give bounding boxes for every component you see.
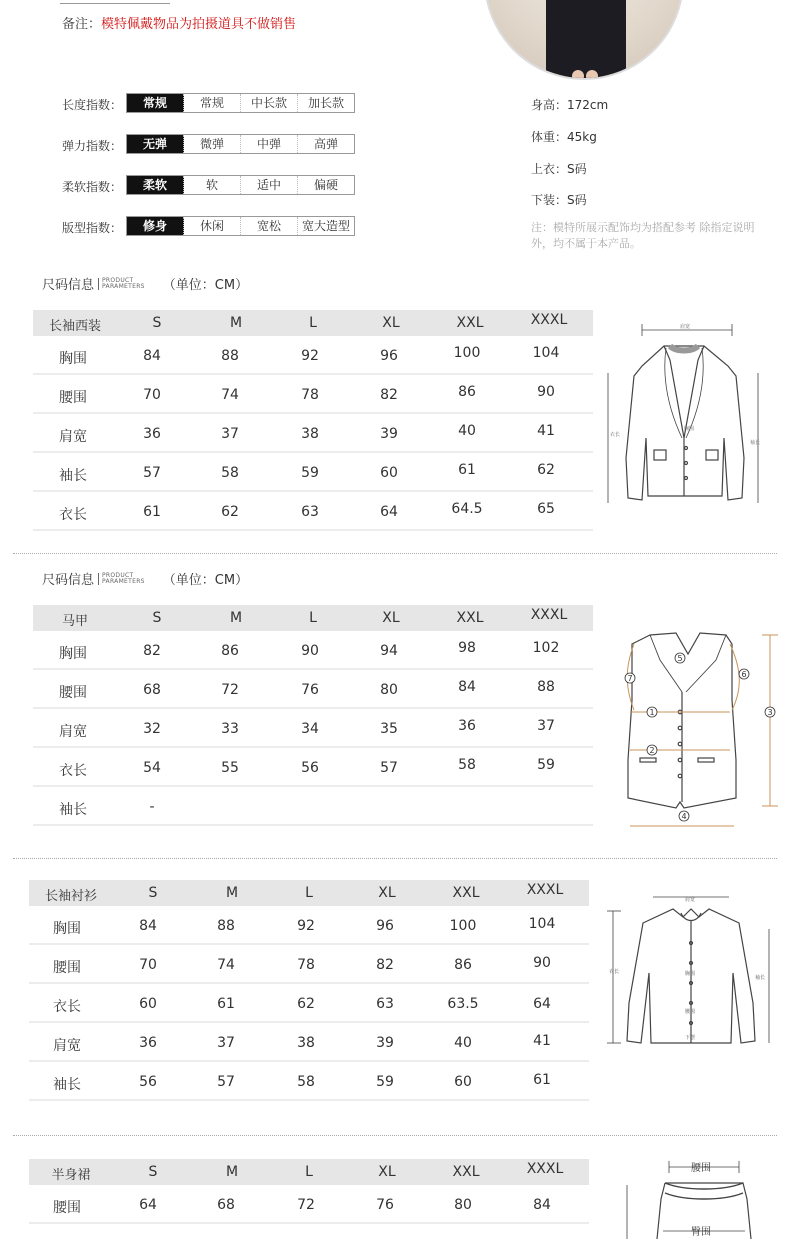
table-cell: 65 (537, 501, 555, 517)
row-label: 衣长 (59, 763, 87, 779)
length-option-4: 加长款 (307, 96, 344, 110)
shirt-size-table (29, 880, 589, 1101)
fit-option-4: 宽大造型 (301, 219, 350, 233)
model-disclaimer: 注：模特所展示配饰均为搭配参考 除指定说明外，均不属于本产品。 (531, 221, 755, 250)
table-cell: 38 (301, 426, 319, 442)
size-header: M (225, 1164, 239, 1180)
table-cell: 38 (297, 1035, 315, 1051)
diagram-label: 袖长 (750, 440, 761, 446)
fit-option-2: 休闲 (184, 217, 241, 235)
note-text: 模特佩戴物品为拍摄道具不做销售 (101, 17, 297, 32)
table-cell: 90 (301, 643, 319, 659)
table-row (33, 631, 593, 670)
size-header: XXL (452, 1164, 480, 1180)
row-label: 衣长 (53, 999, 81, 1015)
table-cell: 82 (376, 957, 394, 973)
table-cell: 90 (537, 384, 555, 400)
size-header: S (148, 1164, 158, 1180)
diagram-label: 腰围 (691, 1163, 711, 1174)
table-cell: 84 (139, 918, 157, 934)
size-header: XXL (452, 885, 480, 901)
table-row (33, 414, 593, 453)
row-label: 肩宽 (59, 429, 87, 445)
table-cell: 82 (143, 643, 161, 659)
table-cell: 32 (143, 721, 161, 737)
table-row (33, 709, 593, 748)
table-row (33, 453, 593, 492)
top-cut-line (60, 0, 170, 4)
row-label: 腰围 (59, 390, 87, 406)
table-cell: 100 (449, 918, 477, 934)
diagram-marker: 2 (649, 746, 655, 755)
size-header: M (229, 610, 243, 626)
table-cell: 84 (143, 348, 161, 364)
softness-option-2: 软 (184, 176, 241, 194)
elasticity-option-3: 中弹 (241, 135, 298, 153)
table-cell: 78 (301, 387, 319, 403)
table-cell: 37 (217, 1035, 235, 1051)
table-row (33, 787, 593, 826)
model-bottom-size: 下装：S码 (531, 193, 587, 207)
table-cell: 76 (301, 682, 319, 698)
diagram-marker: 6 (741, 670, 747, 679)
size-header: S (148, 885, 158, 901)
model-top-size: 上衣：S码 (531, 162, 587, 176)
diagram-marker: 7 (627, 674, 633, 683)
table-cell: 55 (221, 760, 239, 776)
garment-name: 马甲 (61, 614, 89, 629)
diagram-label: 胸围 (684, 426, 695, 432)
size-header: XL (382, 610, 400, 626)
table-header (29, 880, 589, 906)
table-cell: 86 (454, 957, 472, 973)
garment-name: 长袖衬衫 (44, 889, 98, 904)
length-option-3: 中长款 (241, 94, 298, 112)
size-header: S (152, 315, 162, 331)
table-cell: 64 (380, 504, 398, 520)
elasticity-index-scale (126, 134, 355, 154)
table-row (33, 748, 593, 787)
size-header: L (309, 315, 317, 331)
table-row (29, 906, 589, 945)
row-label: 袖长 (59, 802, 87, 818)
table-cell: 96 (380, 348, 398, 364)
length-index-scale (126, 93, 355, 113)
diagram-marker: 4 (681, 812, 687, 821)
table-cell: 100 (453, 345, 481, 361)
table-header (33, 310, 593, 336)
size-info-label: 尺码信息 (42, 573, 95, 588)
size-header: XL (378, 885, 396, 901)
size-header: M (225, 885, 239, 901)
table-row (33, 492, 593, 531)
table-cell: 56 (301, 760, 319, 776)
table-cell: 63 (301, 504, 319, 520)
fit-option-3: 宽松 (241, 217, 298, 235)
table-cell: 102 (532, 640, 560, 656)
table-cell: 64 (139, 1197, 157, 1213)
table-header (29, 1159, 589, 1185)
table-cell: 94 (380, 643, 398, 659)
table-cell: 68 (217, 1197, 235, 1213)
table-cell: 59 (537, 757, 555, 773)
elasticity-index-label: 弹力指数： (61, 139, 122, 153)
section-divider (13, 1135, 777, 1136)
table-cell: 61 (533, 1072, 551, 1088)
row-label: 肩宽 (53, 1038, 81, 1054)
elasticity-option-2: 微弹 (184, 135, 241, 153)
softness-index-label: 柔软指数： (61, 180, 122, 194)
size-header: L (309, 610, 317, 626)
table-cell: - (149, 799, 155, 815)
note-label: 备注： (62, 17, 102, 32)
table-cell: 59 (301, 465, 319, 481)
size-header: XXXL (526, 1161, 564, 1177)
diagram-marker: 3 (767, 708, 773, 717)
model-weight: 体重：45kg (531, 130, 597, 144)
table-cell: 58 (458, 757, 476, 773)
note-line (62, 13, 296, 32)
elasticity-option-4: 高弹 (313, 137, 338, 151)
blazer-size-table (33, 310, 593, 531)
table-cell: 57 (217, 1074, 235, 1090)
length-option-2: 常规 (184, 94, 241, 112)
table-cell: 84 (458, 679, 476, 695)
garment-name: 长袖西装 (48, 319, 102, 334)
table-cell: 68 (143, 682, 161, 698)
table-cell: 62 (537, 462, 555, 478)
row-label: 袖长 (53, 1077, 81, 1093)
model-photo (484, 0, 684, 80)
table-cell: 57 (380, 760, 398, 776)
table-cell: 60 (139, 996, 157, 1012)
row-label: 腰围 (59, 685, 87, 701)
garment-name: 半身裙 (51, 1168, 91, 1183)
unit-label: （单位：CM） (162, 573, 249, 588)
product-parameters-badge: PRODUCT PARAMETERS (98, 573, 145, 585)
softness-option-4: 偏硬 (313, 178, 338, 192)
size-header: L (305, 1164, 313, 1180)
table-cell: 74 (221, 387, 239, 403)
table-cell: 70 (139, 957, 157, 973)
table-cell: 62 (297, 996, 315, 1012)
section-divider (13, 858, 777, 859)
softness-option-3: 适中 (241, 176, 298, 194)
table-cell: 72 (297, 1197, 315, 1213)
table-cell: 41 (533, 1033, 551, 1049)
table-cell: 88 (221, 348, 239, 364)
unit-label: （单位：CM） (162, 278, 249, 293)
table-cell: 80 (454, 1197, 472, 1213)
table-cell: 64.5 (451, 501, 483, 517)
table-cell: 88 (217, 918, 235, 934)
table-cell: 33 (221, 721, 239, 737)
row-label: 袖长 (59, 468, 87, 484)
table-cell: 80 (380, 682, 398, 698)
table-cell: 84 (533, 1197, 551, 1213)
table-cell: 61 (143, 504, 161, 520)
table-cell: 86 (458, 384, 476, 400)
table-cell: 54 (143, 760, 161, 776)
table-cell: 78 (297, 957, 315, 973)
diagram-label: 衣长 (609, 969, 620, 975)
size-info-title-2 (42, 569, 248, 588)
diagram-marker: 5 (677, 654, 683, 663)
length-option-1: 常规 (127, 94, 184, 112)
row-label: 胸围 (53, 921, 81, 937)
table-cell: 34 (301, 721, 319, 737)
row-label: 胸围 (59, 351, 87, 367)
diagram-label: 袖长 (755, 975, 766, 981)
table-cell: 90 (533, 955, 551, 971)
table-cell: 88 (537, 679, 555, 695)
diagram-label: 下摆 (685, 1035, 696, 1041)
softness-option-1: 柔软 (127, 176, 184, 194)
table-cell: 36 (143, 426, 161, 442)
softness-index-scale (126, 175, 355, 195)
fit-option-1: 修身 (127, 217, 184, 235)
table-header (33, 605, 593, 631)
table-cell: 70 (143, 387, 161, 403)
table-row (33, 375, 593, 414)
table-cell: 76 (376, 1197, 394, 1213)
table-cell: 35 (380, 721, 398, 737)
table-cell: 98 (458, 640, 476, 656)
table-cell: 61 (458, 462, 476, 478)
size-header: L (305, 885, 313, 901)
table-cell: 60 (380, 465, 398, 481)
table-cell: 92 (301, 348, 319, 364)
table-cell: 39 (380, 426, 398, 442)
table-cell: 62 (221, 504, 239, 520)
skirt-diagram-icon (615, 1155, 765, 1239)
row-label: 肩宽 (59, 724, 87, 740)
elasticity-option-1: 无弹 (127, 135, 184, 153)
size-header: XL (382, 315, 400, 331)
diagram-label: 腰围 (685, 1009, 696, 1015)
skirt-size-table (29, 1159, 589, 1224)
table-cell: 36 (139, 1035, 157, 1051)
table-cell: 96 (376, 918, 394, 934)
size-header: XXL (456, 315, 484, 331)
table-cell: 104 (532, 345, 560, 361)
diagram-label: 臀围 (691, 1227, 711, 1238)
size-header: XXL (456, 610, 484, 626)
row-label: 衣长 (59, 507, 87, 523)
table-cell: 40 (454, 1035, 472, 1051)
size-header: XL (378, 1164, 396, 1180)
vest-diagram-icon (620, 630, 784, 835)
diagram-label: 肩宽 (680, 324, 691, 330)
table-cell: 63 (376, 996, 394, 1012)
table-row (33, 336, 593, 375)
table-cell: 36 (458, 718, 476, 734)
table-cell: 74 (217, 957, 235, 973)
diagram-label: 衣长 (610, 432, 621, 438)
size-info-title-1 (42, 274, 248, 293)
table-row (29, 1185, 589, 1224)
table-cell: 82 (380, 387, 398, 403)
row-label: 腰围 (53, 960, 81, 976)
table-cell: 104 (528, 916, 556, 932)
table-cell: 86 (221, 643, 239, 659)
size-info-label: 尺码信息 (42, 278, 95, 293)
vest-size-table (33, 605, 593, 826)
table-cell: 56 (139, 1074, 157, 1090)
table-row (29, 984, 589, 1023)
row-label: 胸围 (59, 646, 87, 662)
table-cell: 58 (221, 465, 239, 481)
table-cell: 92 (297, 918, 315, 934)
table-row (33, 670, 593, 709)
table-cell: 57 (143, 465, 161, 481)
diagram-label: 胸围 (685, 971, 696, 977)
table-cell: 37 (537, 718, 555, 734)
shirt-diagram-icon (603, 893, 781, 1055)
diagram-marker: 1 (649, 708, 655, 717)
size-header: M (229, 315, 243, 331)
table-cell: 64 (533, 996, 551, 1012)
table-cell: 61 (217, 996, 235, 1012)
size-header: S (152, 610, 162, 626)
fit-index-scale (126, 216, 355, 236)
table-cell: 60 (454, 1074, 472, 1090)
table-cell: 39 (376, 1035, 394, 1051)
table-cell: 41 (537, 423, 555, 439)
size-header: XXXL (530, 312, 568, 328)
table-cell: 37 (221, 426, 239, 442)
table-cell: 40 (458, 423, 476, 439)
product-parameters-badge: PRODUCT PARAMETERS (98, 278, 145, 290)
table-row (29, 1023, 589, 1062)
fit-index-label: 版型指数： (61, 221, 122, 235)
size-header: XXXL (526, 882, 564, 898)
table-cell: 59 (376, 1074, 394, 1090)
table-row (29, 945, 589, 984)
size-header: XXXL (530, 607, 568, 623)
section-divider (13, 553, 777, 554)
table-row (29, 1062, 589, 1101)
diagram-label: 肩宽 (685, 897, 696, 903)
row-label: 腰围 (53, 1200, 81, 1216)
table-cell: 72 (221, 682, 239, 698)
table-cell: 58 (297, 1074, 315, 1090)
table-cell: 63.5 (447, 996, 479, 1012)
length-index-label: 长度指数： (61, 98, 122, 112)
blazer-diagram-icon (604, 318, 764, 514)
model-height: 身高：172cm (531, 98, 609, 112)
